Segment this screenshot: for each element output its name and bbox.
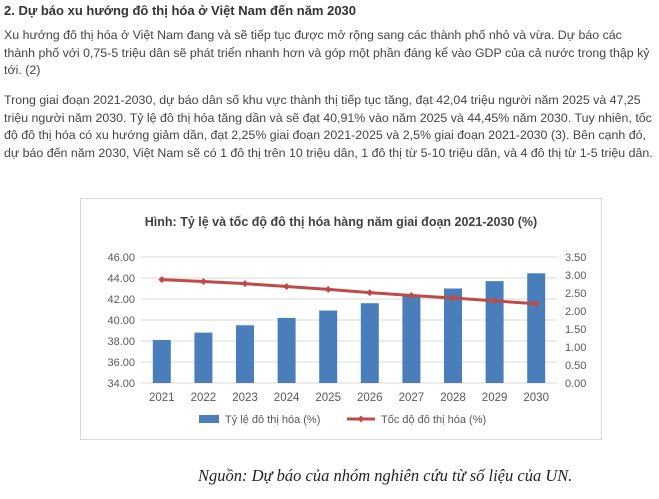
x-tick-label: 2021 <box>149 392 175 404</box>
line-series <box>162 280 536 304</box>
y-left-tick-label: 34.00 <box>107 378 135 390</box>
y-right-tick-label: 3.50 <box>565 252 587 264</box>
y-left-tick-label: 42.00 <box>107 294 135 306</box>
y-right-tick-label: 3.00 <box>565 270 587 282</box>
chart-svg <box>81 199 601 439</box>
bar <box>444 289 462 384</box>
x-tick-label: 2025 <box>315 392 341 404</box>
x-tick-label: 2028 <box>440 392 466 404</box>
y-right-tick-label: 2.00 <box>565 306 587 318</box>
x-tick-label: 2027 <box>398 392 425 404</box>
line-point <box>200 278 207 285</box>
line-point <box>158 276 165 283</box>
y-left-tick-label: 46.00 <box>107 252 135 264</box>
bar <box>319 311 337 383</box>
legend-label-line: Tốc độ đô thị hóa (%) <box>381 414 487 426</box>
y-right-tick-label: 0.00 <box>565 378 587 390</box>
section-heading: 2. Dự báo xu hướng đô thị hóa ở Việt Nam đến năm 2030 <box>4 3 357 18</box>
paragraph-1: Xu hướng đô thị hóa ở Việt Nam đang và sẽ tiếp tục được mở rộng sang các thành phố nhỏ và vừa. Dự báo các thành phố với 0,75-5 triệu dân sẽ phát triển nhanh hơn và góp một phần đáng kể vào GDP của cả nước trong thập kỷ tới. (2) <box>4 28 650 77</box>
line-point <box>366 289 373 296</box>
bar <box>236 325 254 383</box>
y-left-tick-label: 38.00 <box>107 336 135 348</box>
bar <box>153 340 171 383</box>
legend-marker-line <box>358 416 365 423</box>
y-right-tick-label: 2.50 <box>565 288 587 300</box>
y-left-tick-label: 44.00 <box>107 273 135 285</box>
y-right-tick-label: 1.50 <box>565 324 587 336</box>
legend-swatch-bar <box>199 415 219 423</box>
line-point <box>325 286 332 293</box>
bar <box>361 303 379 383</box>
x-tick-label: 2029 <box>481 392 508 404</box>
line-point <box>242 280 249 287</box>
bar <box>278 318 296 383</box>
x-tick-label: 2026 <box>357 392 383 404</box>
x-tick-label: 2030 <box>523 392 549 404</box>
source-note: Nguồn: Dự báo của nhóm nghiên cứu từ số liệu của UN. <box>198 466 573 485</box>
bar <box>527 273 545 383</box>
y-left-tick-label: 40.00 <box>107 315 135 327</box>
y-right-tick-label: 0.50 <box>565 360 587 372</box>
bar <box>486 281 504 383</box>
paragraph-2: Trong giai đoạn 2021-2030, dự báo dân số khu vực thành thị tiếp tục tăng, đạt 42,04 triệu người năm 2025 và 47,25 triệu người năm 2030. Tỷ lệ đô thị hóa tăng dần và sẽ đạt 40,91% vào năm 2025 và 44,45% năm 2030. Tuy nhiên, tốc độ đô thị hóa có xu hướng giảm dần, đạt 2,25% giai đoạn 2021-2025 và 2,5% giai đoạn 2021-2030 (3). Bên cạnh đó, dự báo đến năm 2030, Việt Nam sẽ có 1 đô thị trên 10 triệu dân, 1 đô thị từ 5-10 triệu dân, và 4 đô thị từ 1-5 triệu dân. <box>4 93 653 160</box>
legend-label-bar: Tỷ lệ đô thị hóa (%) <box>225 414 321 426</box>
y-left-tick-label: 36.00 <box>107 357 135 369</box>
chart-title: Hình: Tỷ lệ và tốc độ đô thị hóa hàng năm giai đoạn 2021-2030 (%) <box>144 215 538 229</box>
x-tick-label: 2023 <box>232 392 258 404</box>
line-point <box>283 283 290 290</box>
bar <box>402 296 420 383</box>
bar <box>194 333 212 383</box>
chart-figure <box>80 198 602 440</box>
y-right-tick-label: 1.00 <box>565 342 587 354</box>
x-tick-label: 2022 <box>190 392 217 404</box>
x-tick-label: 2024 <box>273 392 300 404</box>
